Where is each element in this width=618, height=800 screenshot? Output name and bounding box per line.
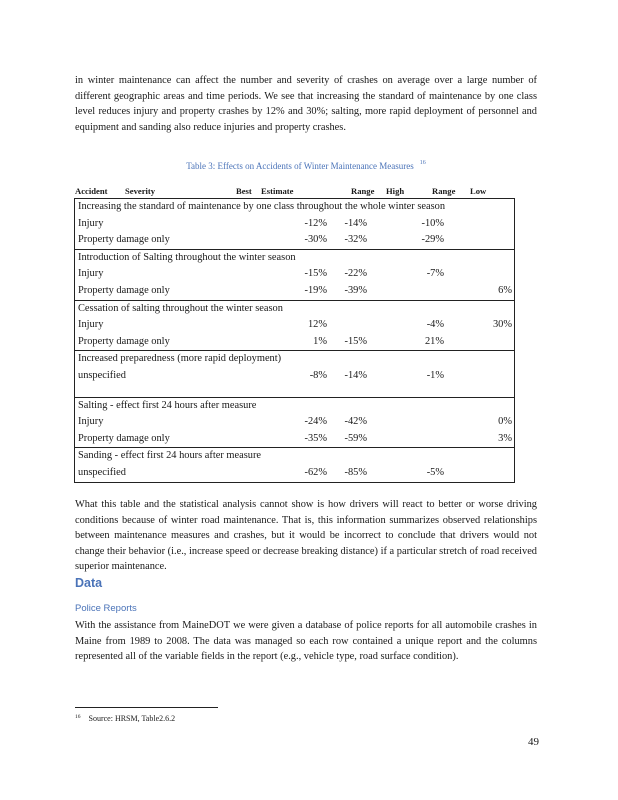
cell-low: 0% [498, 416, 512, 428]
table-group-title: Increased preparedness (more rapid deployment) [78, 353, 282, 365]
header-high: High [386, 186, 405, 196]
table-row [75, 431, 514, 448]
footnote-marker: 16 [75, 714, 81, 720]
cell-best-estimate: -19% [304, 284, 327, 296]
row-label: Injury [78, 268, 104, 280]
cell-range: -15% [344, 335, 367, 347]
subsection-heading-police-reports: Police Reports [75, 603, 137, 614]
cell-best-estimate: -35% [304, 432, 327, 444]
header-estimate: Estimate [261, 186, 294, 196]
table-row [75, 368, 514, 385]
header-range-2: Range [432, 186, 456, 196]
table-row [75, 232, 514, 249]
row-label: unspecified [78, 466, 126, 478]
cell-best-estimate: -15% [304, 268, 327, 280]
cell-best-estimate: -12% [304, 217, 327, 229]
header-accident: Accident [75, 186, 108, 196]
header-range: Range [351, 186, 375, 196]
cell-best-estimate: 1% [313, 335, 327, 347]
table-discussion-paragraph: What this table and the statistical analysis cannot show is how drivers will react to better or worse driving conditions because of winter road maintenance. That is, this information summarizes observed relationships between maintenance measures and crashes, but it would be incorrect to conclude that drivers would not change their behavior (i.e., increase speed or decrease breaking distance) if a particular stretch of road received superior maintenance. [75, 499, 537, 572]
cell-best-estimate: -62% [304, 466, 327, 478]
cell-range: -22% [344, 268, 367, 280]
table-row [75, 216, 514, 233]
cell-low: 6% [498, 284, 512, 296]
row-label: unspecified [78, 369, 126, 381]
table-caption [75, 157, 537, 172]
footnote [75, 712, 175, 724]
cell-range: -42% [344, 416, 367, 428]
intro-paragraph: in winter maintenance can affect the number and severity of crashes on average over a large number of different geographic areas and time periods. We see that increasing the standard of maintenance by one class level reduces injury and property crashes by 12% and 30%; salting, more rapid deployment of personnel and equipment and sanding also reduce injuries and property crashes. [75, 75, 537, 133]
table-row [75, 266, 514, 283]
table-group [75, 447, 514, 481]
section-heading-data: Data [75, 576, 103, 590]
cell-range: -14% [344, 217, 367, 229]
row-label: Property damage only [78, 284, 170, 296]
table-row [75, 334, 514, 351]
table-group-title: Sanding - effect first 24 hours after measure [78, 450, 262, 462]
cell-high: -5% [426, 466, 444, 478]
table-spacer [75, 385, 514, 397]
data-paragraph: With the assistance from MaineDOT we were given a database of police reports for all automobile crashes in Maine from 1989 to 2008. The data was managed so each row contained a unique report and the columns represented all of the variable fields in the report (e.g., vehicle type, road surface condition). [75, 620, 537, 662]
table-group-title-row [75, 301, 514, 318]
table-header-row [75, 185, 515, 197]
table-row [75, 414, 514, 431]
row-label: Injury [78, 319, 104, 331]
table-group-title: Salting - effect first 24 hours after measure [78, 399, 257, 411]
row-label: Property damage only [78, 234, 170, 246]
cell-high: 21% [424, 335, 444, 347]
cell-high: -29% [421, 234, 444, 246]
table-group-title-row [75, 448, 514, 465]
row-label: Injury [78, 217, 104, 229]
footnote-divider [75, 707, 218, 708]
cell-range: -39% [344, 284, 367, 296]
table-row [75, 465, 514, 482]
cell-high: -10% [421, 217, 444, 229]
caption-text: Table 3: Effects on Accidents of Winter Maintenance Measures [186, 161, 414, 171]
table-group [75, 249, 514, 300]
cell-high: -1% [426, 369, 444, 381]
cell-high: -4% [426, 319, 444, 331]
table-group-title: Cessation of salting throughout the winter season [78, 302, 283, 314]
cell-best-estimate: -24% [304, 416, 327, 428]
cell-range: -59% [344, 432, 367, 444]
header-best: Best [236, 186, 252, 196]
table-row [75, 283, 514, 300]
header-low: Low [470, 186, 487, 196]
header-severity: Severity [125, 186, 156, 196]
row-label: Property damage only [78, 335, 170, 347]
row-label: Property damage only [78, 432, 170, 444]
cell-high: -7% [426, 268, 444, 280]
cell-low: 30% [492, 319, 512, 331]
cell-low: 3% [498, 432, 512, 444]
table-group [75, 300, 514, 351]
table-group-title-row [75, 351, 514, 368]
table-group-title: Increasing the standard of maintenance by one class throughout the whole winter season [78, 201, 446, 212]
caption-footnote-ref: 16 [419, 160, 426, 166]
cell-best-estimate: 12% [307, 319, 327, 331]
effects-table [74, 198, 515, 483]
table-group-title: Introduction of Salting throughout the winter season [78, 251, 296, 263]
page-number: 49 [528, 736, 539, 748]
cell-range: -85% [344, 466, 367, 478]
cell-best-estimate: -30% [304, 234, 327, 246]
table-group [75, 350, 514, 396]
table-group-title-row [75, 250, 514, 267]
table-group [75, 199, 514, 249]
cell-best-estimate: -8% [309, 369, 327, 381]
table-group-title-row [75, 398, 514, 415]
cell-range: -32% [344, 234, 367, 246]
table-group-title-row [75, 199, 514, 216]
table-group [75, 397, 514, 448]
table-row [75, 317, 514, 334]
footnote-text: Source: HRSM, Table2.6.2 [88, 714, 176, 723]
cell-range: -14% [344, 369, 367, 381]
row-label: Injury [78, 416, 104, 428]
